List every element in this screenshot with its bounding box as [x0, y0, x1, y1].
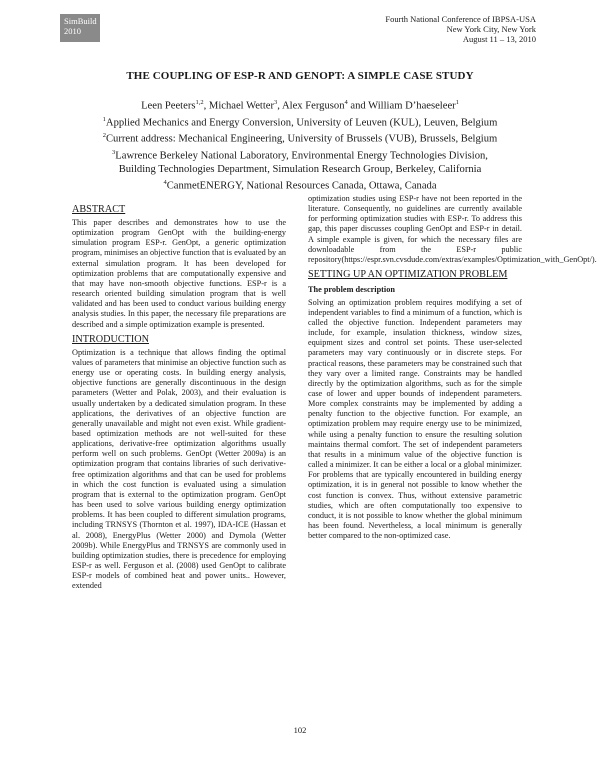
affiliation — [0, 146, 600, 163]
logo-line-1: SimBuild — [64, 16, 97, 26]
author-separator: , — [203, 100, 209, 112]
affiliation — [0, 113, 600, 130]
conference-info — [385, 14, 536, 44]
affiliation — [0, 129, 600, 146]
paper-title: THE COUPLING OF ESP-R AND GENOPT: A SIMPLE CASE STUDY — [126, 70, 474, 82]
introduction-heading: INTRODUCTION — [72, 333, 149, 345]
simbuild-logo — [60, 14, 100, 42]
conference-location: New York City, New York — [446, 24, 536, 34]
affiliation-text: Applied Mechanics and Energy Conversion, University of Leuven (KUL), Leuven, Belgium — [105, 117, 498, 129]
right-column — [308, 194, 597, 545]
author-name: Leen Peeters — [141, 100, 196, 112]
affiliation-text: Current address: Mechanical Engineering, University of Brussels (VUB), Brussels, Belgium — [105, 134, 498, 145]
introduction-continued: optimization studies using ESP-r have not been reported in the literature. Consequently, no guidelines are currently available for performing optimization studies with ESP-r. To address this gap, this paper discusses coupling GenOpt and ESP-r in detail. A simple example is given, for which the necessary files are downloadable from the ESP-r public repository(https://espr.svn.cvsdude.com/extras/examples/Optimization_with_GenOpt/). — [308, 194, 597, 264]
affiliation-sup: 3 — [112, 149, 116, 157]
author-separator: , — [277, 100, 283, 112]
introduction-text: Optimization is a technique that allows finding the optimal values of parameters that minimise an objective function such as energy use or operating costs. In building energy analysis, objective functions are generally discontinuous in the design parameters (Wetter and Polak, 2003), and their evaluation is usually undertaken by a dedicated simulation program. In these applications, the derivatives of an objective function are generally unavailable and might not even exist. While gradient-based optimization methods are not well-suited for these applications, derivative-free optimization algorithms usually perform well on such problems. GenOpt (Wetter 2009a) is an optimization program that contains libraries of such derivative-free optimization algorithms and that can be used for problems in which the cost function is evaluated using a simulation program that is external to the optimization program. GenOpt has been used to solve various building energy optimization problems. It has been coupled to different simulation programs, including TRNSYS (Thornton et al. 1997), IDA-ICE (Hassan et al. 2008), EnergyPlus (Wetter 2000) and Dymola (Wetter 2009b). While EnergyPlus and TRNSYS are commonly used in building optimization studies, there is precedence for employing ESP-r as well. Ferguson et al. (2008) used GenOpt to calibrate ESP-r models of combined heat and power units.. However, extended — [72, 347, 286, 591]
affiliation-sup: 2 — [102, 132, 106, 140]
affiliation-sup: 1 — [102, 115, 106, 123]
abstract-heading: ABSTRACT — [72, 204, 126, 215]
page-number: 102 — [293, 725, 307, 735]
problem-subheading: The problem description — [308, 285, 395, 295]
conference-name: Fourth National Conference of IBPSA-USA — [385, 14, 536, 24]
conference-dates: August 11 – 13, 2010 — [462, 34, 536, 44]
affiliation — [0, 163, 600, 176]
author-sup: 4 — [344, 99, 348, 106]
abstract-text: This paper describes and demonstrates how to use the optimization program GenOpt with the building-energy simulation program ESP-r. GenOpt, a generic optimization program, minimises an objective function that is evaluated by an external simulation program. It has been developed for optimization problems that are computationally expensive and that may have non-smooth objective functions. ESP-r is a research oriented building simulation program that is well validated and has been used to conduct various building energy analysis studies. In this paper, the necessary file preparations are described and a simple optimization example is presented. — [72, 218, 286, 329]
setup-heading: SETTING UP AN OPTIMIZATION PROBLEM — [308, 269, 508, 281]
affiliation — [0, 176, 600, 193]
author-sup: 3 — [274, 99, 278, 106]
affiliation-text: CanmetENERGY, National Resources Canada, Ottawa, Canada — [166, 180, 437, 192]
author-line — [0, 96, 600, 113]
affiliation-text: Lawrence Berkeley National Laboratory, Environmental Energy Technologies Division, — [115, 150, 488, 162]
left-column — [72, 204, 286, 595]
affiliation-sup: 4 — [163, 179, 167, 187]
problem-text: Solving an optimization problem requires modifying a set of independent variables to find a minimum of a function, which is called the objective function. Independent parameters may include, for example, insulation thickness, window sizes, equipment sizes and control set points. These user-selected parameters may vary continuously or in discrete steps. For practical reasons, these parameters may be constrained such that they vary over a limited range. Constraints may be handled directly by the optimization algorithms, such as for the simple case of lower and upper bounds of independent parameters. More complex constraints may be implemented by adding a penalty function to the objective function. For example, an optimization problem may require energy use to be minimized, while using a penalty function to ensure the resulting solution maintains thermal comfort. The set of independent parameters that results in a minimum value of the objective function is called a minimizer. It can be either a local or a global minimizer. For problems that are typically encountered in building energy optimization, it is in general not possible to know whether the cost function is convex. Thus, without extensive parametric studies, which are often computationally too expensive to conduct, it is not possible to know whether the global minimum has been found. Nevertheless, a local minimum is generally better compared to the non-optimized case. — [308, 297, 522, 541]
affiliation-text: Building Technologies Department, Simulation Research Group, Berkeley, California — [118, 163, 482, 175]
author-block — [0, 96, 600, 193]
author-name: Alex Ferguson — [282, 100, 345, 112]
author-sup: 1,2 — [195, 99, 204, 106]
logo-line-2: 2010 — [64, 26, 81, 36]
author-sup: 1 — [455, 99, 459, 106]
author-name: William D’haeseleer — [368, 100, 456, 112]
author-separator: and — [347, 100, 369, 112]
author-name: Michael Wetter — [208, 100, 275, 112]
